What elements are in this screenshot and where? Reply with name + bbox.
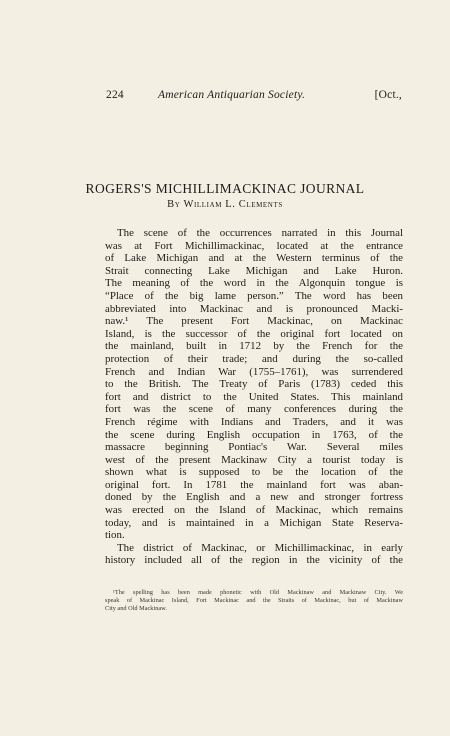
article-body — [105, 227, 403, 567]
body-line: The scene of the occurrences narrated in this Journal — [117, 227, 403, 239]
body-line: protection of their trade; and during the so-called — [105, 352, 403, 365]
body-line: “Place of the big lame person.” The word has been — [105, 289, 403, 302]
page-number: 224 — [106, 89, 124, 101]
body-line: was at Fort Michillimackinac, located at the entrance — [105, 239, 403, 252]
body-line: fort and district to the United States. This mainland — [105, 390, 403, 403]
body-line: doned by the English and a new and stronger fortress — [105, 491, 403, 504]
body-line: French and Indian War (1755–1761), was surrendered — [105, 365, 403, 378]
footnote-line: ¹The spelling has been made phonetic with Old Mackinaw and Mackinaw City. We — [113, 589, 403, 596]
body-line: Strait connecting Lake Michigan and Lake Huron. — [105, 264, 403, 277]
body-line: The district of Mackinac, or Michillimackinac, in early — [117, 541, 403, 554]
running-head — [106, 89, 402, 105]
body-line: The meaning of the word in the Algonquin tongue is — [105, 277, 403, 290]
body-line: the scene during English occupation in 1763, of the — [105, 428, 403, 441]
body-line: naw.¹ The present Fort Mackinac, on Mackinac — [105, 315, 403, 328]
body-line: massacre beginning Pontiac's War. Several miles — [105, 441, 403, 454]
body-line: was erected on the Island of Mackinac, which remains — [105, 504, 403, 517]
body-line: fort was the scene of many conferences during the — [105, 403, 403, 416]
body-line: history included all of the region in the vicinity of the — [105, 554, 403, 567]
footnote-line: speak of Mackinac Island, Fort Mackinac and the Straits of Mackinac, but of Mackinaw — [105, 597, 403, 605]
issue-date: [Oct., — [374, 89, 402, 101]
footnotes — [105, 589, 403, 614]
article-byline: By William L. Clements — [167, 199, 283, 210]
journal-title: American Antiquarian Society. — [158, 89, 306, 101]
body-line: tion. — [105, 529, 125, 542]
body-line: abbreviated into Mackinac and is pronounced Macki- — [105, 302, 403, 315]
body-line: west of the present Mackinaw City a tourist today is — [105, 453, 403, 466]
body-line: Island, is the successor of the original fort located on — [105, 327, 403, 340]
body-line: shown what is supposed to be the location of the — [105, 466, 403, 479]
body-line: to the British. The Treaty of Paris (1783) ceded this — [105, 378, 403, 391]
footnote-line: City and Old Mackinaw. — [105, 605, 167, 613]
article-title: ROGERS'S MICHILLIMACKINAC JOURNAL — [85, 181, 365, 196]
body-line: of Lake Michigan and at the Western terminus of the — [105, 252, 403, 265]
body-line: French régime with Indians and Traders, and it was — [105, 415, 403, 428]
body-line: the mainland, built in 1712 by the French for the — [105, 340, 403, 353]
body-line: original fort. In 1781 the mainland fort was aban- — [105, 478, 403, 491]
body-line: today, and is maintained in a Michigan State Reserva- — [105, 516, 403, 529]
